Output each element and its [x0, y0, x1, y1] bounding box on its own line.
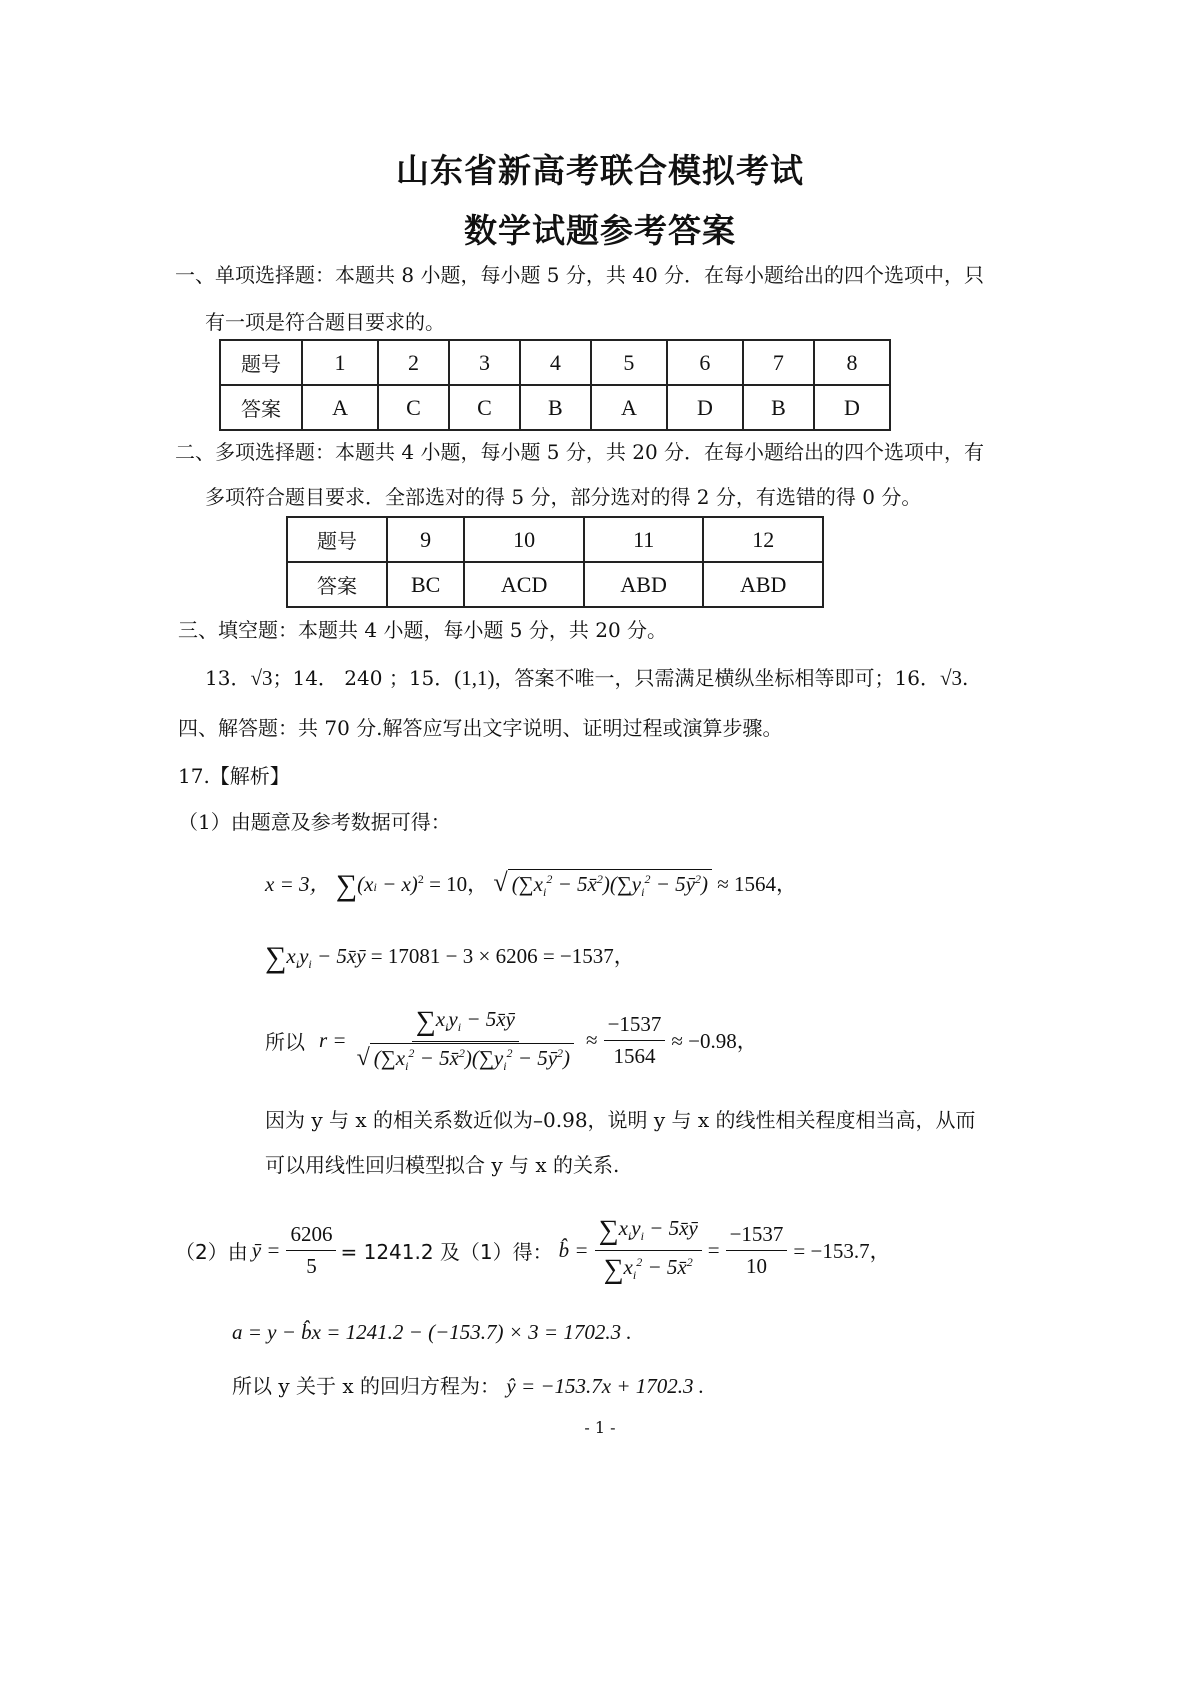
bhat-end: = −153.7， [793, 1239, 891, 1263]
table-cell: A [591, 385, 667, 430]
q16-end: . [962, 666, 969, 690]
table-label: 答案 [220, 385, 302, 430]
table-cell: B [743, 385, 814, 430]
r-approx: ≈ [586, 1027, 598, 1052]
bhat-label: b̂ = [558, 1237, 589, 1262]
ybar-den: 5 [306, 1253, 317, 1278]
sec1-line1: 一、单项选择题：本题共 8 小题，每小题 5 分，共 40 分．在每小题给出的四个选项中，只 [175, 263, 985, 287]
table-cell: 1 [302, 340, 378, 385]
table-cell: 12 [703, 517, 823, 562]
eq1-result: = 10， [423, 872, 489, 896]
table-cell: ABD [703, 562, 823, 607]
table-cell: ABD [584, 562, 704, 607]
title-sub: 数学试题参考答案 [464, 211, 736, 250]
bhat-num: −1537 [726, 1222, 788, 1251]
r-label: r = [319, 1027, 347, 1052]
r-den: 1564 [613, 1043, 656, 1068]
ybar-num: 6206 [286, 1222, 336, 1251]
table-cell: 3 [449, 340, 520, 385]
q14-text: ；14． 240 ；15． [272, 666, 455, 690]
part2-label: （2）由 [175, 1239, 248, 1264]
table-cell: 8 [814, 340, 890, 385]
table-cell: D [667, 385, 743, 430]
table-cell: 7 [743, 340, 814, 385]
part1-text: （1）由题意及参考数据可得： [178, 810, 451, 834]
table-cell: 10 [464, 517, 584, 562]
sec3-line1: 三、填空题：本题共 4 小题，每小题 5 分，共 20 分。 [178, 618, 668, 642]
table-label: 题号 [287, 517, 387, 562]
r-num: −1537 [604, 1012, 666, 1041]
eq-line-2: $\sum x_iy_i$ − 5x̄ȳ = 17081 − 3 × 6206 = −1537， [265, 941, 635, 974]
answer-table-single [219, 339, 891, 431]
sec4-line1: 四、解答题：共 70 分.解答应写出文字说明、证明过程或演算步骤。 [178, 716, 783, 740]
q17-heading: 17.【解析】 [178, 764, 290, 788]
eq2-value: = 17081 − 3 × 6206 = −1537， [370, 944, 635, 968]
bhat-den: 10 [745, 1253, 767, 1278]
table-cell: 2 [378, 340, 449, 385]
final-eq: ŷ = −153.7x + 1702.3 . [506, 1374, 705, 1398]
eq-line-1: x = 3， ∑(xi − x)$^2$ = 10， √ ($\sum x_i^2$ − $5x̄^2)(\sum y_i^2$ − $5ȳ^2) \approx 1564$， [265, 868, 797, 902]
table-cell: 5 [591, 340, 667, 385]
table-label: 题号 [220, 340, 302, 385]
answer-table-multi [286, 516, 824, 608]
table-cell: D [814, 385, 890, 430]
table-cell: A [302, 385, 378, 430]
table-cell: 11 [584, 517, 704, 562]
q13-value: √3 [250, 666, 273, 690]
r-end: ≈ −0.98， [671, 1029, 758, 1053]
sec2-line2: 多项符合题目要求．全部选对的得 5 分，部分选对的得 2 分，有选错的得 0 分。 [205, 485, 922, 509]
page-number: - 1 - [584, 1418, 616, 1437]
table-label: 答案 [287, 562, 387, 607]
sec3-answers [205, 668, 968, 689]
sec1-line2: 有一项是符合题目要求的。 [205, 310, 445, 334]
eq1-sum-term2: − x) [376, 872, 418, 896]
q15-value: (1,1) [454, 666, 495, 690]
q15-note: ，答案不唯一，只需满足横纵坐标相等即可；16． [494, 666, 940, 690]
table-cell: B [520, 385, 591, 430]
table-cell: 6 [667, 340, 743, 385]
eq-a: a = y − b̂x = 1241.2 − (−153.7) × 3 = 1702.3 . [232, 1320, 632, 1344]
table-cell: C [378, 385, 449, 430]
eq-r: 所以 r = $\frac{\sum x_iy_i - 5x̄ȳ}{√ (\sum x_i^2 - 5x̄^2)(\sum y_i^2 - 5ȳ^2)}$ ≈ $\frac{-1537}{1564}$ ≈ −0.98， [265, 1005, 758, 1074]
conclusion-1: 因为 y 与 x 的相关系数近似为–0.98，说明 y 与 x 的线性相关程度相当高，从而 [265, 1108, 976, 1132]
q16-value: √3 [939, 666, 963, 690]
table-cell: 4 [520, 340, 591, 385]
ybar-value: = 1241.2 及（1）得： [340, 1239, 553, 1264]
eq1-approx: ≈ 1564， [717, 872, 797, 896]
final-line [232, 1370, 704, 1399]
sec2-line1: 二、多项选择题：本题共 4 小题，每小题 5 分，共 20 分．在每小题给出的四个选项中，有 [175, 440, 985, 464]
q13-label: 13． [205, 666, 251, 690]
eq1-xbar: x = 3， [265, 872, 331, 896]
table-cell: ACD [464, 562, 584, 607]
final-pre: 所以 y 关于 x 的回归方程为： [232, 1374, 501, 1398]
table-cell: BC [387, 562, 464, 607]
table-cell: C [449, 385, 520, 430]
title-main: 山东省新高考联合模拟考试 [396, 151, 804, 190]
suoyi-1: 所以 [265, 1029, 305, 1054]
table-cell: 9 [387, 517, 464, 562]
eq1-sum-term: (x [357, 872, 374, 896]
eq-part2: （2）由 ȳ = $\frac{6206}{5}$ = 1241.2 及（1）得： b̂ = $\frac{\sum x_iy_i - 5x̄ȳ}{\sum x_i^2 - 5x̄^2}$ = $\frac{-1537}{10}$ = −153.7， [175, 1214, 891, 1285]
conclusion-2: 可以用线性回归模型拟合 y 与 x 的关系. [265, 1153, 620, 1177]
